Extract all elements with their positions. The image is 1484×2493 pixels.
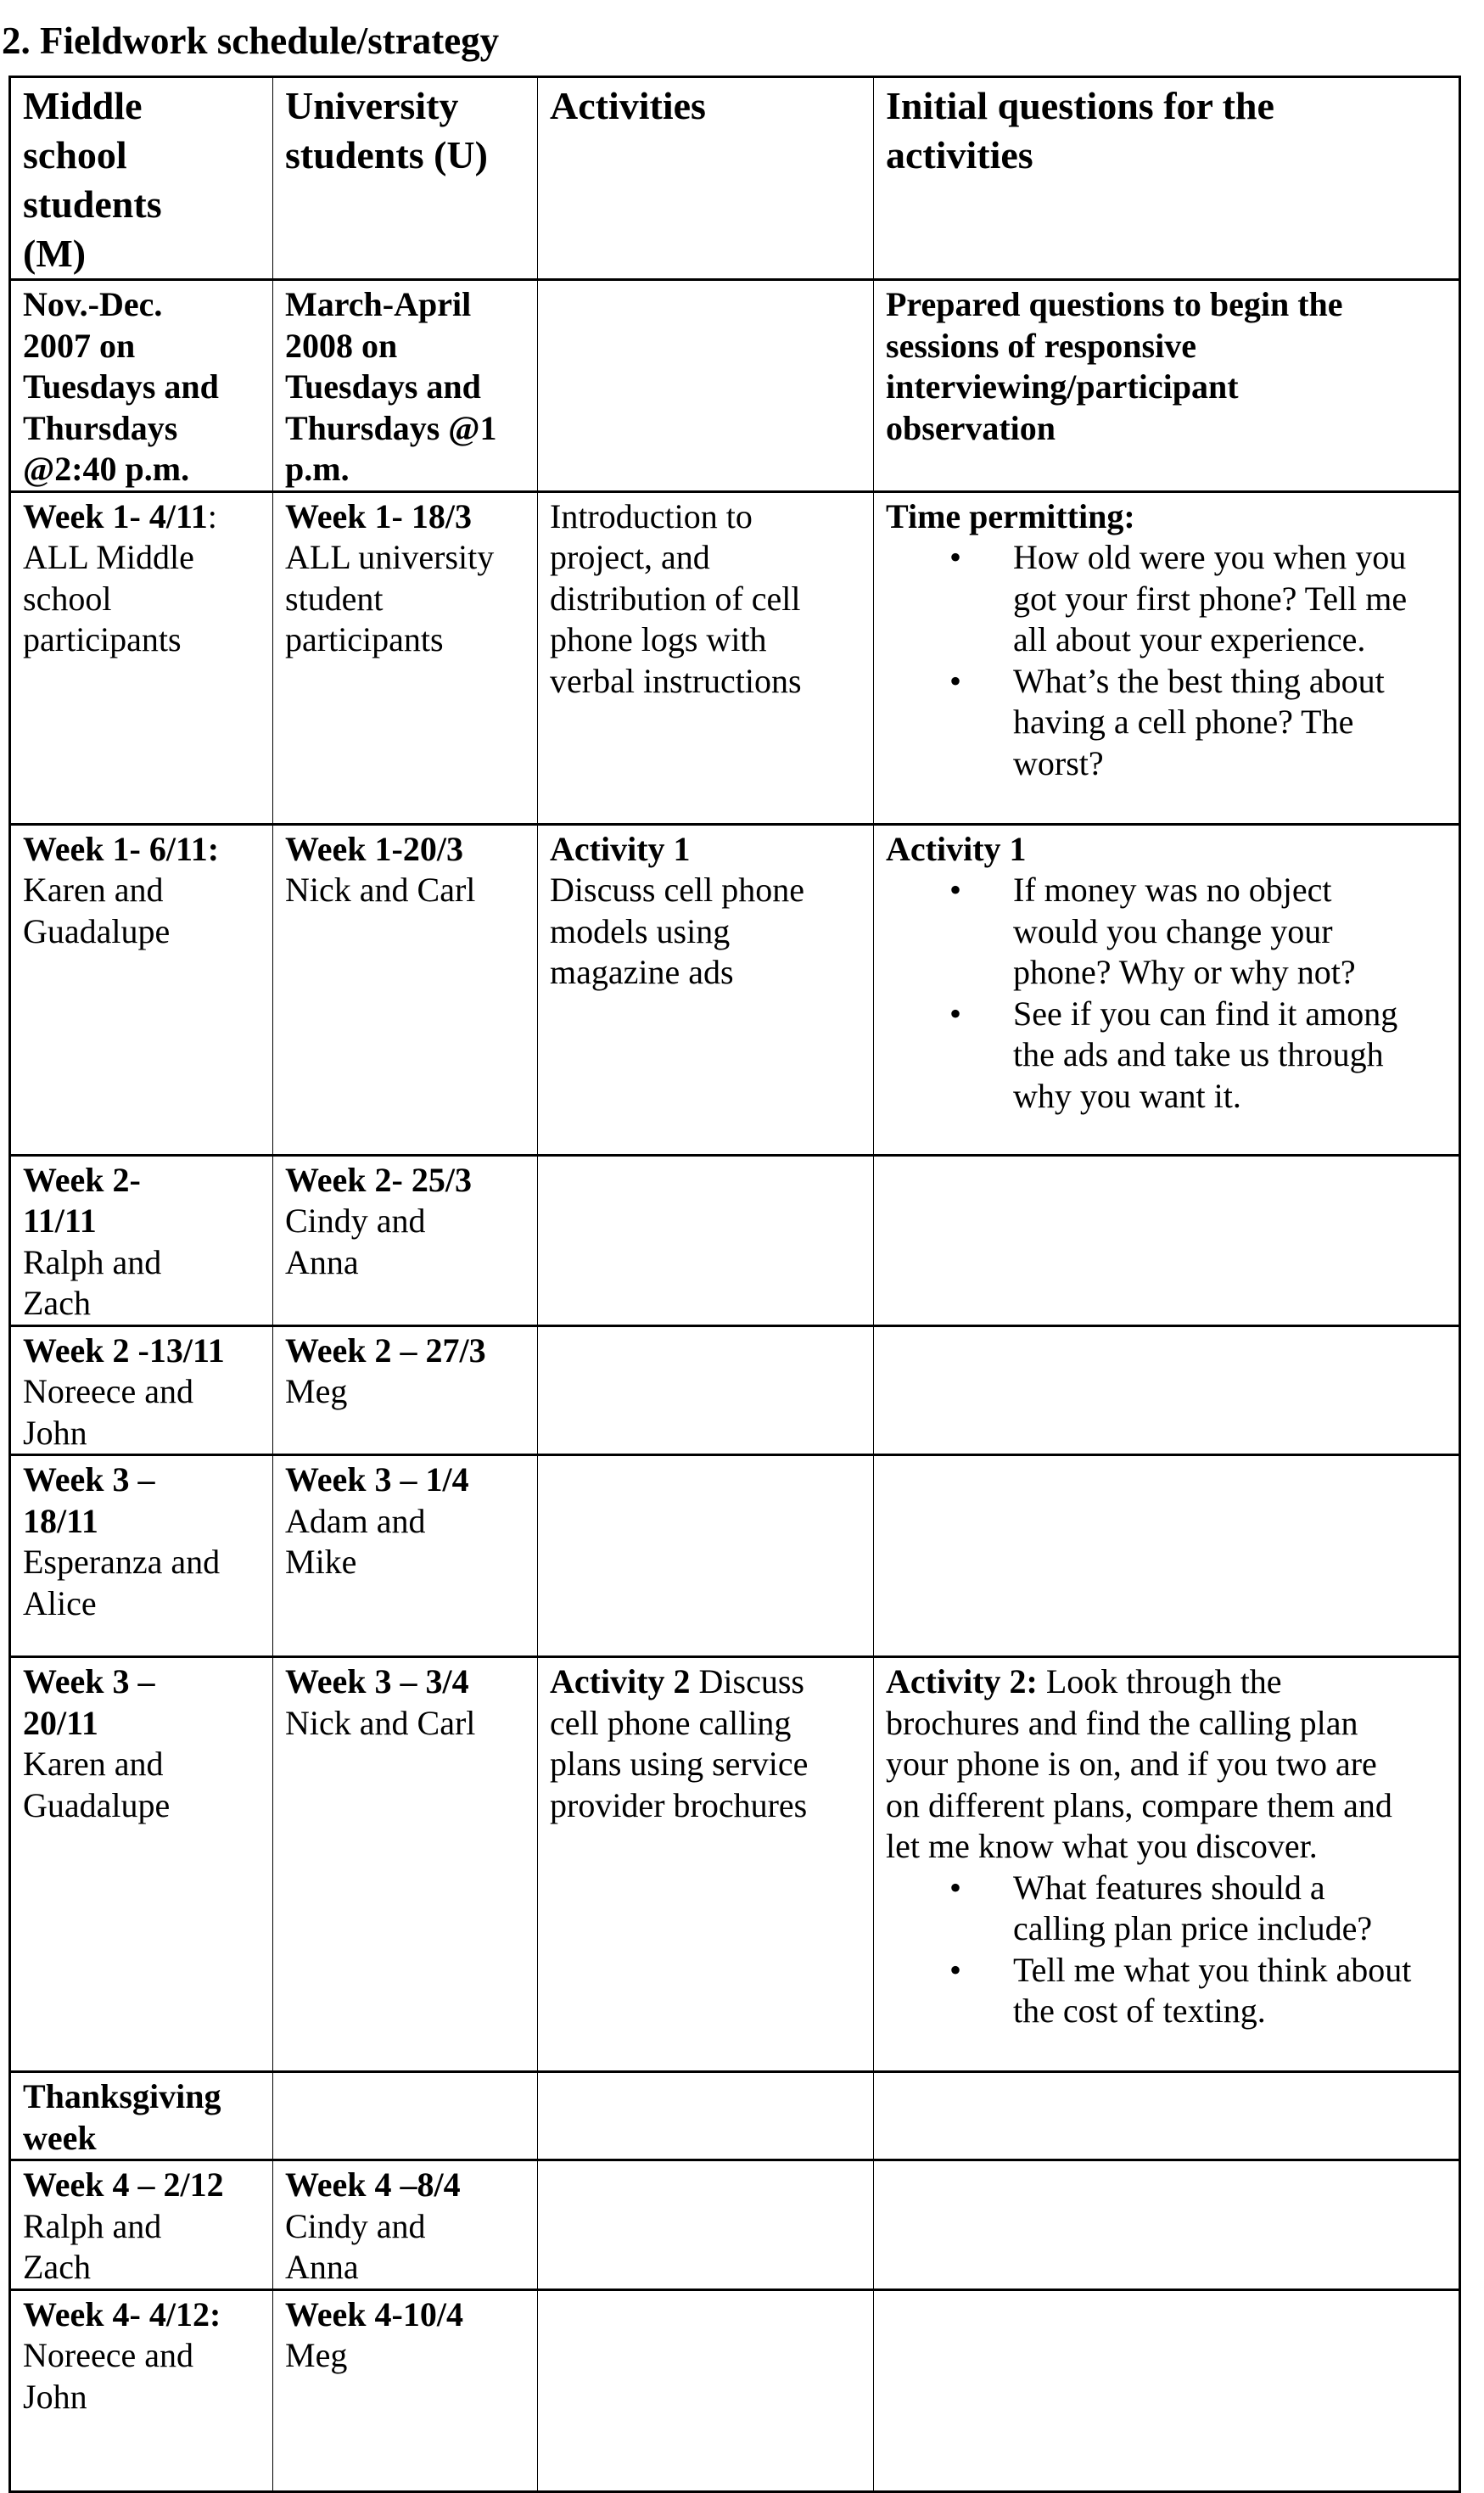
table-row (10, 1155, 1460, 1325)
cell-text: Adam and Mike (285, 1501, 426, 1581)
cell-bold-text: Activity 1 (886, 829, 1027, 868)
cell-bold-text: Week 3 – 3/4 (285, 1662, 469, 1700)
activities-cell (538, 1455, 874, 1657)
table-row (10, 1325, 1460, 1455)
cell-text: Cindy and Anna (285, 1202, 426, 1281)
middle-school-cell (10, 1657, 273, 2072)
middle-school-cell (10, 2072, 273, 2160)
university-cell (273, 1657, 538, 2072)
question-list (886, 1868, 1447, 2032)
cell-text: Karen and Guadalupe (23, 1745, 171, 1824)
questions-cell (874, 280, 1460, 492)
cell-bold-text: Week 2 – 27/3 (285, 1331, 486, 1370)
university-cell (273, 1155, 538, 1325)
header-middle-school: Middle school students (M) (10, 77, 273, 280)
questions-cell (874, 491, 1460, 824)
table-row (10, 2072, 1460, 2160)
questions-cell (874, 2072, 1460, 2160)
middle-school-cell (10, 1325, 273, 1455)
cell-bold-text: Week 2- 11/11 (23, 1160, 141, 1240)
activities-cell (538, 1155, 874, 1325)
cell-bold-text: Week 4- 4/12: (23, 2294, 221, 2333)
cell-bold-text: Week 3 – 1/4 (285, 1460, 469, 1499)
cell-bold-text: Nov.-Dec. 2007 on Tuesdays and Thursdays @2:40 p.m. (23, 285, 219, 488)
activities-cell (538, 2289, 874, 2491)
cell-bold-text: Week 1- 6/11: (23, 829, 220, 868)
table-row (10, 1455, 1460, 1657)
question-item: • How old were you when you got your first phone? Tell me all about your experience. (1013, 537, 1447, 661)
questions-cell (874, 2289, 1460, 2491)
activities-cell (538, 491, 874, 824)
activities-cell (538, 280, 874, 492)
cell-text: Discuss cell phone calling plans using service provider brochures (550, 1662, 809, 1824)
header-activities: Activities (538, 77, 874, 280)
section-title: 2. Fieldwork schedule/strategy (2, 20, 500, 62)
cell-bold-text: Week 2- 25/3 (285, 1160, 472, 1199)
middle-school-cell (10, 2289, 273, 2491)
university-cell (273, 280, 538, 492)
cell-text: Cindy and Anna (285, 2206, 426, 2286)
header-initial-questions: Initial questions for the activities (874, 77, 1460, 280)
middle-school-cell (10, 824, 273, 1155)
cell-text: : ALL Middle school participants (23, 496, 217, 658)
university-cell (273, 2289, 538, 2491)
cell-text: Nick and Carl (285, 871, 476, 909)
university-cell (273, 1455, 538, 1657)
university-cell (273, 2072, 538, 2160)
middle-school-cell (10, 280, 273, 492)
question-item: • What features should a calling plan price include? (1013, 1868, 1447, 1950)
questions-cell (874, 1325, 1460, 1455)
activities-cell (538, 2160, 874, 2290)
middle-school-cell (10, 2160, 273, 2290)
cell-text: Introduction to project, and distribution of cell phone logs with verbal instructions (550, 496, 802, 700)
cell-text: Karen and Guadalupe (23, 871, 171, 950)
cell-text: Meg (285, 2336, 348, 2374)
cell-text: Nick and Carl (285, 1703, 476, 1742)
cell-bold-text: Activity 2: (886, 1662, 1038, 1700)
cell-bold-text: Week 1- 4/11 (23, 496, 208, 535)
cell-bold-text: Thanksgiving week (23, 2077, 221, 2157)
fieldwork-schedule-table (8, 76, 1461, 2493)
question-list (886, 870, 1447, 1117)
middle-school-cell (10, 491, 273, 824)
question-item: • See if you can find it among the ads and take us through why you want it. (1013, 994, 1447, 1118)
table-row (10, 2289, 1460, 2491)
cell-text: Esperanza and Alice (23, 1543, 221, 1622)
question-item: • What’s the best thing about having a cell phone? The worst? (1013, 661, 1447, 785)
table-row (10, 824, 1460, 1155)
cell-bold-text: Week 1-20/3 (285, 829, 463, 868)
table-row (10, 2160, 1460, 2290)
table-row (10, 491, 1460, 824)
university-cell (273, 1325, 538, 1455)
cell-bold-text: Week 3 – 20/11 (23, 1662, 155, 1742)
cell-bold-text: Week 2 -13/11 (23, 1331, 225, 1370)
questions-cell (874, 2160, 1460, 2290)
cell-bold-text: Week 4 – 2/12 (23, 2165, 224, 2204)
question-item: • Tell me what you think about the cost of texting. (1013, 1950, 1447, 2032)
questions-cell (874, 824, 1460, 1155)
university-cell (273, 491, 538, 824)
cell-text: Ralph and Zach (23, 1242, 162, 1322)
cell-bold-text: Week 1- 18/3 (285, 496, 472, 535)
cell-text: Ralph and Zach (23, 2206, 162, 2286)
cell-text: Meg (285, 1372, 348, 1410)
questions-cell (874, 1455, 1460, 1657)
cell-bold-text: Week 4 –8/4 (285, 2165, 461, 2204)
activities-cell (538, 824, 874, 1155)
cell-text: Noreece and John (23, 2336, 193, 2416)
university-cell (273, 824, 538, 1155)
table-row (10, 1657, 1460, 2072)
table-row (10, 280, 1460, 492)
cell-bold-text: Activity 2 (550, 1662, 691, 1700)
middle-school-cell (10, 1455, 273, 1657)
university-cell (273, 2160, 538, 2290)
questions-cell (874, 1155, 1460, 1325)
question-item: • If money was no object would you change your phone? Why or why not? (1013, 870, 1447, 994)
cell-text: ALL university student participants (285, 538, 495, 658)
cell-text: Noreece and John (23, 1372, 193, 1452)
cell-text: Look through the brochures and find the calling plan your phone is on, and if you two are on different plans, compare them and let me know what you discover. (886, 1662, 1392, 1865)
header-row (10, 77, 1460, 280)
header-university: University students (U) (273, 77, 538, 280)
cell-text: Discuss cell phone models using magazine ads (550, 871, 804, 991)
cell-bold-text: Time permitting: (886, 496, 1135, 535)
cell-bold-text: March-April 2008 on Tuesdays and Thursdays @1 p.m. (285, 285, 497, 488)
cell-bold-text: Week 4-10/4 (285, 2294, 463, 2333)
activities-cell (538, 1325, 874, 1455)
activities-cell (538, 1657, 874, 2072)
cell-bold-text: Week 3 – 18/11 (23, 1460, 155, 1540)
question-list (886, 537, 1447, 784)
activities-cell (538, 2072, 874, 2160)
cell-bold-text: Activity 1 (550, 829, 691, 868)
middle-school-cell (10, 1155, 273, 1325)
questions-cell (874, 1657, 1460, 2072)
cell-bold-text: Prepared questions to begin the sessions of responsive interviewing/participant observation (886, 285, 1343, 447)
